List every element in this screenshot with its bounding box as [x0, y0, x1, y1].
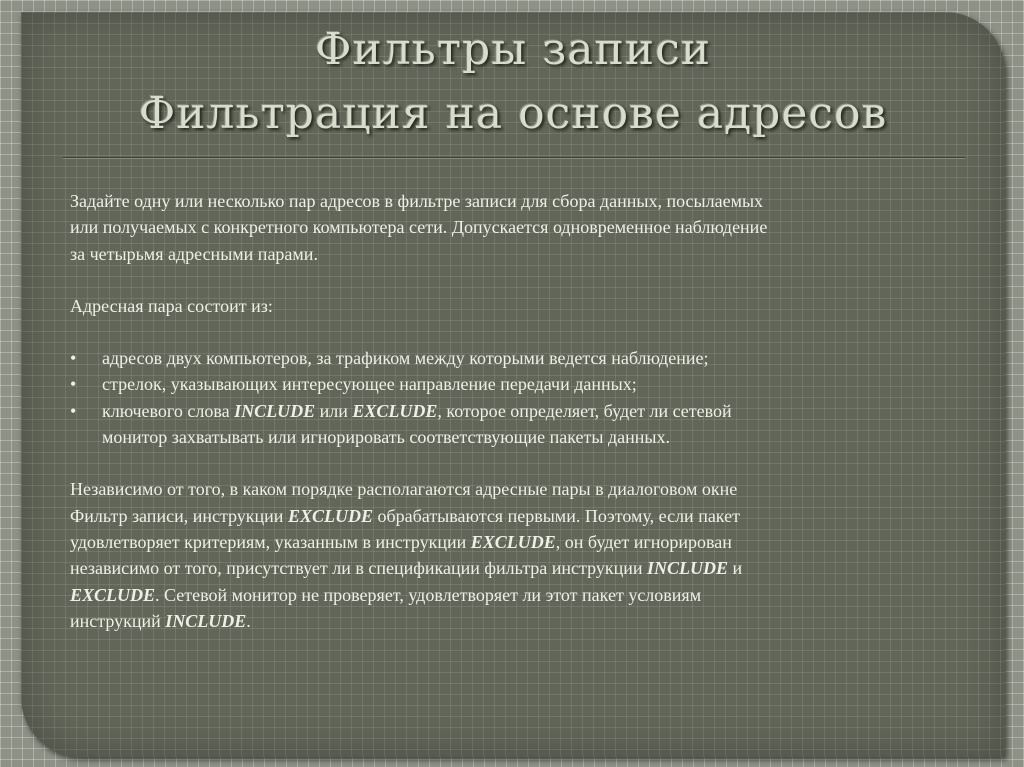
final-line-6: инструкций	[70, 610, 166, 631]
final-line-6-rest: .	[246, 610, 251, 631]
bullet-mark: •	[70, 374, 77, 395]
keyword-include: INCLUDE	[165, 610, 247, 631]
list-item-text: ключевого слова	[102, 400, 235, 421]
final-line-2-rest: обрабатываются первыми. Поэтому, если пакет	[372, 505, 740, 526]
list-item-text: , которое определяет, будет ли сетевой	[437, 400, 732, 421]
pair-components-list	[70, 345, 970, 450]
slide-title	[21, 18, 1005, 146]
pair-heading: Адресная пара состоит из:	[70, 295, 273, 316]
final-line-2: Фильтр записи, инструкции	[70, 505, 288, 526]
intro-line-1: Задайте одну или несколько пар адресов в фильтре записи для сбора данных, посылаемых	[70, 191, 764, 211]
list-item	[70, 398, 970, 451]
title-line-2: Фильтрация на основе адресов	[138, 88, 888, 139]
title-line-1: Фильтры записи	[314, 24, 712, 75]
final-paragraph	[70, 476, 970, 634]
slide-body	[70, 188, 970, 634]
final-line-3: удовлетворяет критериям, указанным в инструкции	[70, 531, 471, 552]
list-item	[70, 371, 970, 397]
bullet-mark: •	[70, 348, 77, 369]
keyword-include: INCLUDE	[234, 400, 316, 421]
list-item-text: стрелок, указывающих интересующее направление передачи данных;	[102, 374, 637, 395]
list-item-text: адресов двух компьютеров, за трафиком между которыми ведется наблюдение;	[102, 348, 709, 369]
list-item	[70, 345, 970, 371]
final-line-4-rest: и	[728, 558, 743, 579]
final-line-3-rest: , он будет игнорирован	[555, 531, 732, 552]
keyword-include: INCLUDE	[647, 558, 729, 579]
intro-paragraph	[70, 188, 970, 267]
intro-line-2: или получаемых с конкретного компьютера сети. Допускается одновременное наблюдение	[70, 217, 768, 238]
final-line-5-rest: . Сетевой монитор не проверяет, удовлетворяет ли этот пакет условиям	[155, 584, 702, 605]
keyword-exclude: EXCLUDE	[352, 400, 438, 421]
list-item-text: монитор захватывать или игнорировать соответствующие пакеты данных.	[102, 427, 671, 448]
intro-line-3: за четырьмя адресными парами.	[70, 243, 318, 264]
keyword-exclude: EXCLUDE	[70, 584, 156, 605]
keyword-exclude: EXCLUDE	[287, 505, 373, 526]
bullet-mark: •	[70, 400, 77, 421]
keyword-exclude: EXCLUDE	[470, 531, 556, 552]
title-divider	[63, 157, 965, 159]
final-line-1: Независимо от того, в каком порядке располагаются адресные пары в диалоговом окне	[70, 479, 738, 500]
final-line-4: независимо от того, присутствует ли в спецификации фильтра инструкции	[70, 558, 648, 579]
slide-panel	[21, 12, 1005, 757]
list-item-text: или	[315, 400, 353, 421]
